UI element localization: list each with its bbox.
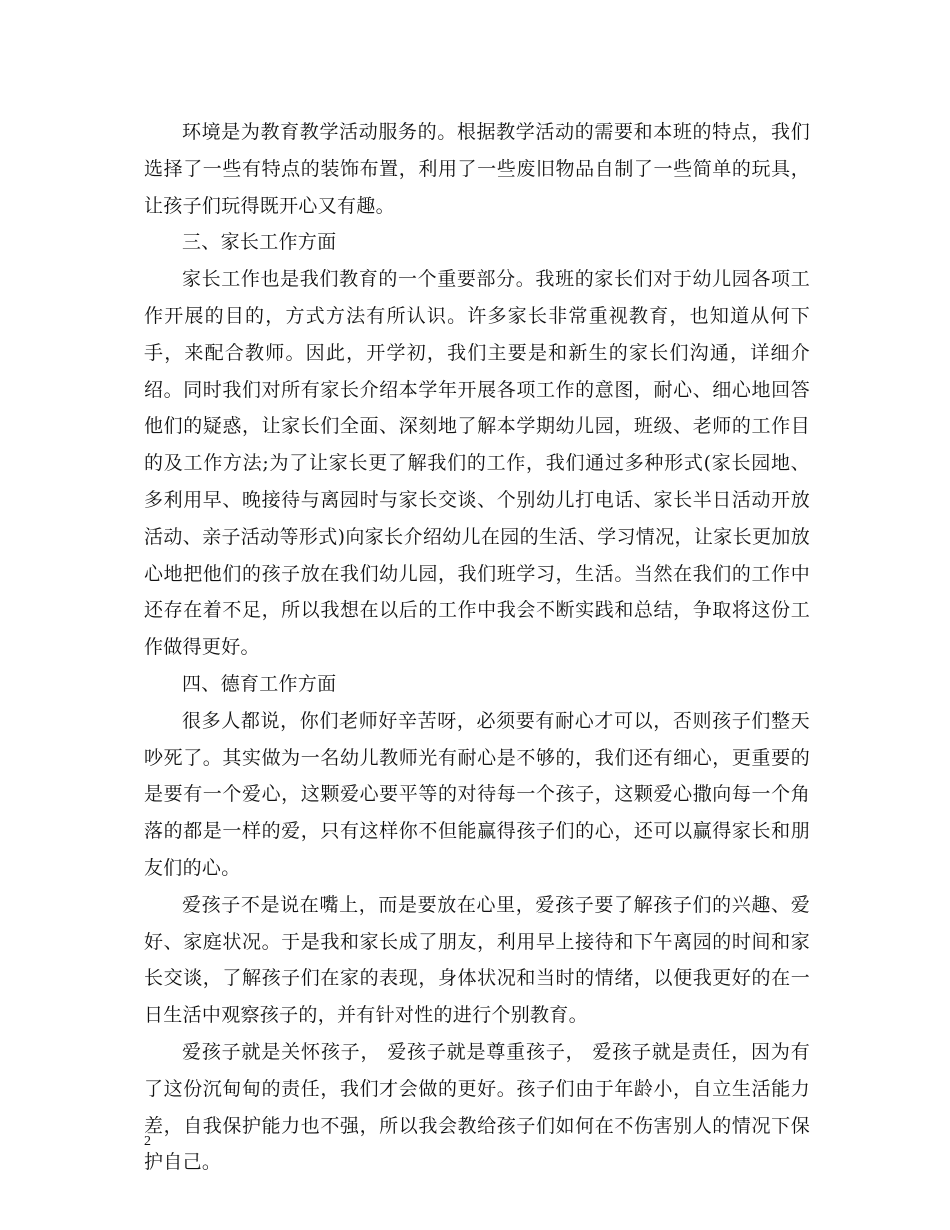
paragraph-understanding-children: 爱孩子不是说在嘴上，而是要放在心里，爱孩子要了解孩子们的兴趣、爱好、家庭状况。于是我和家长成了朋友，利用早上接待和下午离园的时间和家长交谈，了解孩子们在家的表现，身体状况和当时的情绪，以便我更好的在一日生活中观察孩子的，并有针对性的进行个别教育。	[144, 893, 810, 1027]
paragraph-responsibility: 爱孩子就是关怀孩子， 爱孩子就是尊重孩子， 爱孩子就是责任，因为有了这份沉甸甸的责任，我们才会做的更好。孩子们由于年龄小，自立生活能力差，自我保护能力也不强，所以我会教给孩子们如何在不伤害别人的情况下保护自己。	[144, 1040, 810, 1174]
document-body	[144, 114, 810, 1181]
section-heading-parent-work: 三、家长工作方面	[182, 231, 337, 254]
paragraph-environment: 环境是为教育教学活动服务的。根据教学活动的需要和本班的特点，我们选择了一些有特点的装饰布置，利用了一些废旧物品自制了一些简单的玩具，让孩子们玩得既开心又有趣。	[144, 121, 810, 217]
paragraph-patience-and-love: 很多人都说，你们老师好辛苦呀，必须要有耐心才可以，否则孩子们整天吵死了。其实做为一名幼儿教师光有耐心是不够的，我们还有细心，更重要的是要有一个爱心，这颗爱心要平等的对待每一个孩子，这颗爱心撒向每一个角落的都是一样的爱，只有这样你不但能赢得孩子们的心，还可以赢得家长和朋友们的心。	[144, 709, 810, 879]
page-number: 2	[144, 1134, 151, 1149]
paragraph-parent-work: 家长工作也是我们教育的一个重要部分。我班的家长们对于幼儿园各项工作开展的目的，方式方法有所认识。许多家长非常重视教育，也知道从何下手，来配合教师。因此，开学初，我们主要是和新生的家长们沟通，详细介绍。同时我们对所有家长介绍本学年开展各项工作的意图，耐心、细心地回答他们的疑惑，让家长们全面、深刻地了解本学期幼儿园，班级、老师的工作目的及工作方法;为了让家长更了解我们的工作，我们通过多种形式(家长园地、多利用早、晚接待与离园时与家长交谈、个别幼儿打电话、家长半日活动开放活动、亲子活动等形式)向家长介绍幼儿在园的生活、学习情况，让家长更加放心地把他们的孩子放在我们幼儿园，我们班学习，生活。当然在我们的工作中还存在着不足，所以我想在以后的工作中我会不断实践和总结，争取将这份工作做得更好。	[144, 268, 810, 659]
section-heading-moral-education: 四、德育工作方面	[182, 672, 337, 695]
